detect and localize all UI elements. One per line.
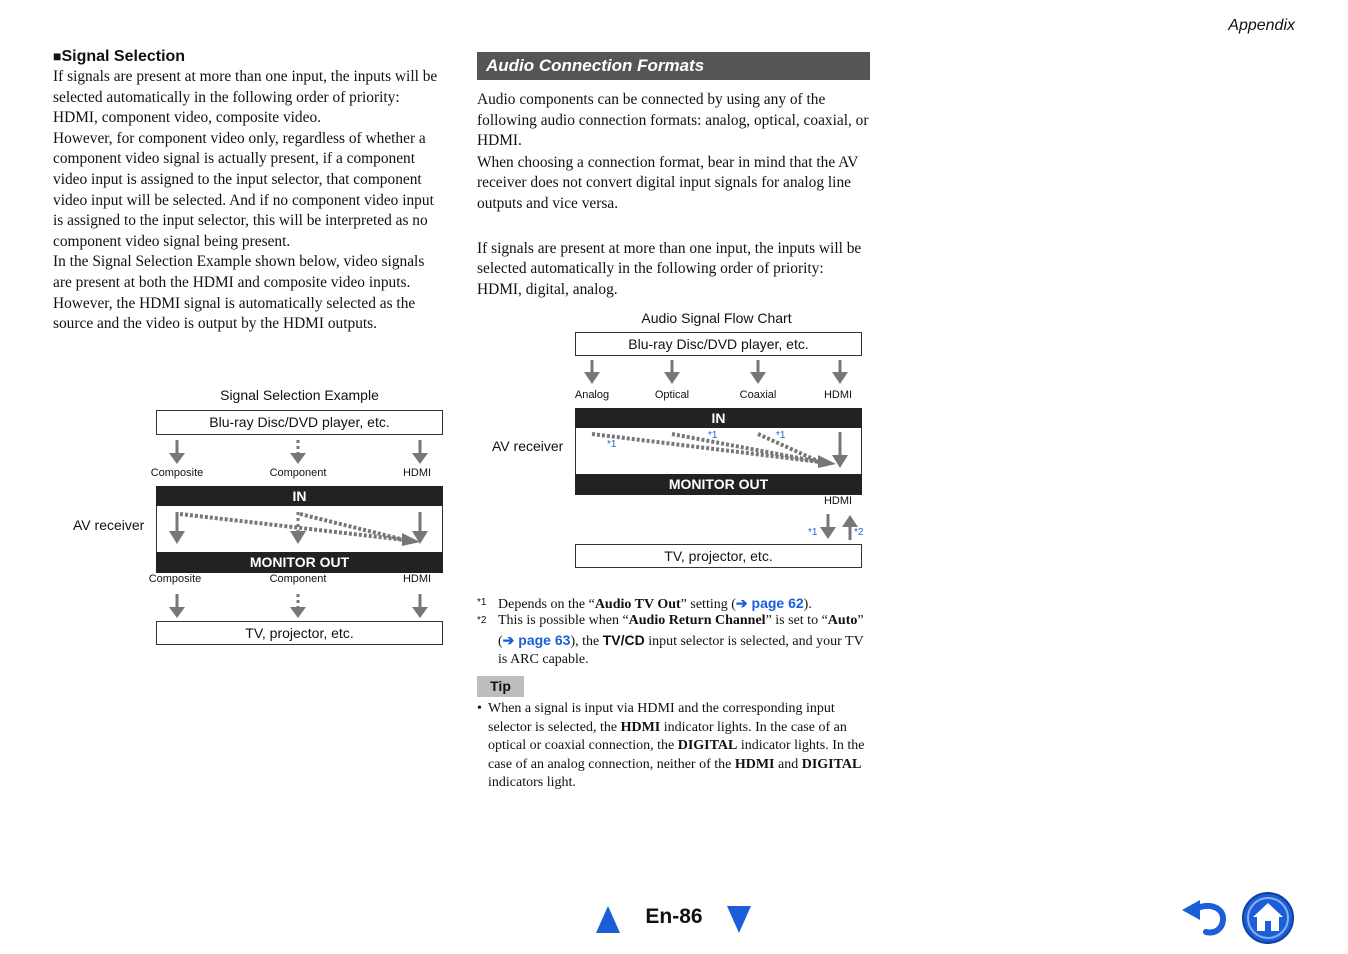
- section-marker-icon: ■: [53, 48, 62, 64]
- left-in-bar: IN: [156, 486, 443, 506]
- left-input-composite: Composite: [150, 467, 204, 479]
- tip-label: Tip: [477, 676, 524, 697]
- signal-selection-title: Signal Selection: [61, 48, 186, 65]
- page-62-link[interactable]: ➔ page 62: [735, 595, 804, 611]
- note-mark-optical: *1: [708, 430, 718, 441]
- note-mark-output: *1: [808, 527, 818, 538]
- footnote-2-mark: *2: [477, 615, 487, 626]
- right-input-optical: Optical: [654, 389, 690, 401]
- right-paragraph-2: When choosing a connection format, bear in mind that the AV receiver does not convert digital input signals for analog line outputs and vice versa.: [477, 153, 859, 212]
- tip-bullet: •: [477, 701, 482, 716]
- left-paragraph-3: In the Signal Selection Example shown below, video signals are present at both the HDMI and composite video inputs. However, the HDMI signal is automatically selected as the source and the video is output by the HDMI outputs.: [53, 253, 425, 333]
- footnote-2-text-b: ” is set to “: [765, 613, 828, 628]
- tip-text-a: When a signal is input via HDMI and the corresponding input selector is selected, the: [488, 701, 835, 735]
- footnote-2-value: Auto: [827, 613, 858, 628]
- footnote-1: [477, 594, 872, 613]
- footnote-1-text-c: ).: [803, 597, 812, 612]
- right-destination-box: TV, projector, etc.: [575, 544, 862, 568]
- left-destination-box: TV, projector, etc.: [156, 621, 443, 645]
- left-output-composite: Composite: [148, 573, 202, 585]
- tip-text-b: indicator lights. In the case of an optical or coaxial connection, the: [488, 719, 847, 754]
- left-input-component: Component: [269, 467, 327, 479]
- back-button[interactable]: [1180, 896, 1230, 938]
- tip-text-c: indicator lights. In the case of an analog connection, neither of the: [488, 738, 865, 772]
- right-input-analog: Analog: [574, 389, 610, 401]
- prev-page-button[interactable]: [596, 906, 620, 933]
- note-mark-coaxial: *1: [776, 430, 786, 441]
- right-column-text: [477, 90, 872, 300]
- page-63-link[interactable]: ➔ page 63: [502, 631, 571, 648]
- footnote-2-text-d: ), the: [570, 633, 603, 649]
- left-source-box: Blu-ray Disc/DVD player, etc.: [156, 410, 443, 435]
- tip-text-d: and: [774, 756, 802, 772]
- footnote-1-text-a: Depends on the “: [498, 597, 595, 612]
- footnote-2-text-c: ” (: [498, 613, 864, 649]
- left-output-component: Component: [269, 573, 327, 585]
- right-paragraph-1: Audio components can be connected by using any of the following audio connection formats: analog, optical, coaxial, or HDMI.: [477, 91, 869, 150]
- right-input-coaxial: Coaxial: [739, 389, 777, 401]
- left-column: [53, 48, 445, 335]
- right-in-bar: IN: [575, 408, 862, 428]
- right-av-receiver-label: AV receiver: [492, 438, 564, 454]
- tip-text-e: indicators light.: [488, 775, 576, 791]
- right-source-box: Blu-ray Disc/DVD player, etc.: [575, 332, 862, 356]
- footnote-2-text-a: This is possible when “: [498, 613, 629, 628]
- footnote-2-selector: TV/CD: [602, 631, 645, 648]
- audio-flow-chart-title: Audio Signal Flow Chart: [641, 310, 792, 326]
- note-mark-analog: *1: [607, 439, 617, 450]
- tip-digital-1: DIGITAL: [677, 738, 738, 754]
- home-icon: [1241, 891, 1295, 945]
- signal-selection-diagram-title: Signal Selection Example: [220, 387, 379, 403]
- left-av-receiver-label: AV receiver: [73, 517, 145, 533]
- header-section-label: Appendix: [1228, 17, 1295, 34]
- left-monitor-out-bar: MONITOR OUT: [156, 552, 443, 573]
- footnote-1-text-b: ” setting (: [680, 597, 736, 612]
- tip-digital-2: DIGITAL: [801, 756, 862, 772]
- tip-hdmi-2: HDMI: [734, 756, 775, 772]
- footnote-2-setting: Audio Return Channel: [628, 613, 766, 628]
- next-page-button[interactable]: [727, 906, 751, 933]
- footnote-2: [477, 612, 872, 670]
- left-output-hdmi: HDMI: [402, 573, 432, 585]
- footnote-1-mark: *1: [477, 597, 487, 608]
- down-triangle-icon: [727, 906, 751, 933]
- signal-selection-heading: [53, 48, 445, 66]
- home-button[interactable]: [1241, 891, 1295, 945]
- audio-connection-formats-title: Audio Connection Formats: [477, 52, 870, 80]
- left-paragraph-2: However, for component video only, regardless of whether a component video signal is actually present, if a component video input is assigned to the input selector, that component video input will be selected. And if no component video input is assigned to the input selector, this will be interpreted as no component video signal being present.: [53, 129, 434, 250]
- right-input-hdmi: HDMI: [823, 389, 853, 401]
- note-mark-return: *2: [854, 527, 864, 538]
- tip-hdmi-1: HDMI: [620, 719, 661, 735]
- back-arrow-icon: [1180, 896, 1230, 938]
- right-monitor-out-bar: MONITOR OUT: [575, 474, 862, 495]
- footnote-1-setting: Audio TV Out: [594, 597, 681, 612]
- right-paragraph-3: If signals are present at more than one input, the inputs will be selected automatically in the following order of priority: HDMI, digital, analog.: [477, 239, 862, 298]
- right-out-hdmi: HDMI: [823, 495, 853, 507]
- left-input-hdmi: HDMI: [402, 467, 432, 479]
- tip-text: [477, 700, 872, 793]
- footnote-2-text-e: input selector is selected, and your TV is ARC capable.: [498, 633, 864, 668]
- left-paragraph-1: If signals are present at more than one input, the inputs will be selected automatically in the following order of priority: HDMI, component video, composite video.: [53, 68, 438, 127]
- page-number: En-86: [645, 905, 703, 928]
- up-triangle-icon: [596, 906, 620, 933]
